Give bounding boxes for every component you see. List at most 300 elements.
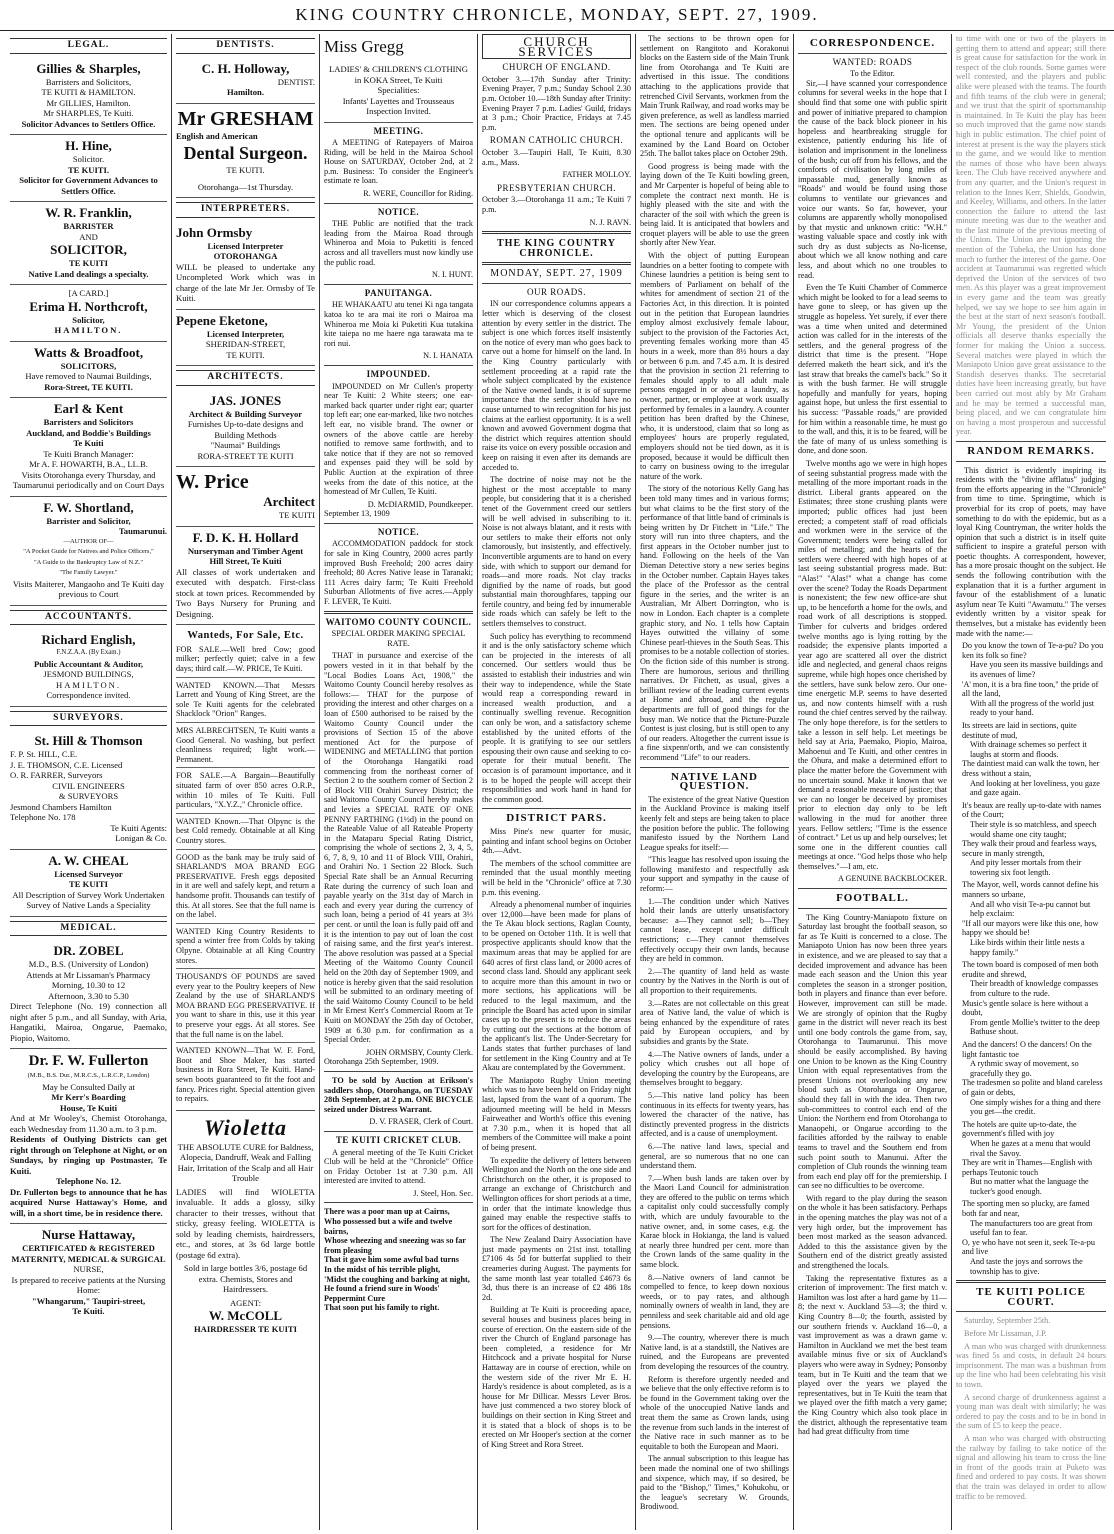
column-1 (6, 34, 172, 1530)
card-line: Attends at Mr Lissaman's Pharmacy (26, 969, 151, 980)
heading-correspondence: CORRESPONDENCE. (809, 37, 936, 49)
card-sthill (10, 730, 167, 850)
poem-line: Its streets are laid in sections, quite destitute of mud, (962, 720, 1077, 740)
card-line: Barrister and Solicitor, (46, 515, 131, 526)
card-line: Barristers and Solicitors (43, 417, 134, 428)
section-accountants: ACCOUNTANTS. (10, 610, 167, 626)
card-line: "Whangarum," Taupiri-street, (31, 1295, 146, 1306)
paragraph: The Maniapoto Rugby Union meeting which was to have been held on Friday night last, lapsed from the want of a quorum. The adjourned meeting will be held in Messrs Fairweather and Worth's office this evening at 7.30 p.m., when it is hoped that all members of the Committee will make a point of being present. (482, 1075, 631, 1152)
card-name: Watts & Broadfoot, (33, 344, 144, 360)
page-columns (6, 34, 1110, 1530)
paragraph: 6.—The native land laws, special and general, are so numerous that no one can understand them. (640, 1141, 789, 1171)
card-line: TE KUITI (278, 510, 315, 521)
card-line: Sold in large bottles 3/6, postage 6d extra. Chemists, Stores and Hairdressers. (183, 1263, 308, 1295)
card-name: C. H. Holloway, (201, 60, 290, 76)
paragraph: 9.—The country, wherever there is much Native land, is at a standstill, the Natives are ruined, and the Europeans are prevented from developing the resources of the country. (640, 1333, 789, 1371)
notice-text: IMPOUNDED on Mr Cullen's property near Te Kuiti: 2 White steers; one ear-marked back quarter under right ear; quarter top left ear; one ear-marked, like two notches left ear, no visible brand. The owner or owners of the above cattle are hereby notified to remove same forthwith, and to take notice that if they are not so removed and expenses paid they will be sold by Public Auction at the expiration of three weeks from the date of this notice, at the homestead of Mr Cullen, Te Kuiti. (324, 381, 473, 497)
notice-text: HE WHAKAATU atu tenei Ki nga tangata katoa ko te ara mai ite rori o Mairoa ma Whineroa me Moia ki Puketiti Kua tutakina kite taiepa no me haere nga tarawata ma te rori nui. (324, 300, 473, 348)
classified-ad: MRS ALBRECHTSEN, Te Kuiti wants a Good General. No washing, but perfect cleanliness required; light work.—Permanent. (176, 726, 315, 768)
card-name: Mr GRESHAM (177, 107, 314, 130)
card-line: Afternoon, 3.30 to 5.30 (48, 990, 129, 1001)
church-text: October 3.—Taupiri Hall, Te Kuiti, 8.30 a.m., Mass. (482, 147, 631, 167)
card-name: W. Price (176, 471, 249, 494)
paragraph: 7.—When bush lands are taken over by the Maori Land Council for administration they are offered to the public on terms which a capitalist only could successfully comply with, which are unduly favourable to the native owner, and, in some cases, e.g. the Karae block in Hokianga, the land is valued at nearly three hundred per cent. more than the Crown lands of the same quality in the same block. (640, 1173, 789, 1270)
editorial-date: MONDAY, SEPT. 27, 1909 (490, 268, 623, 280)
card-english (10, 629, 167, 707)
card-line: Mr GILLIES, Hamilton. (46, 97, 131, 108)
native-land-article (640, 795, 789, 1512)
card-line: Te Kuiti Branch Manager: (43, 448, 134, 459)
card-wioletta (176, 1110, 315, 1340)
heading-random-remarks: RANDOM REMARKS. (967, 444, 1095, 457)
advert-verse (324, 1207, 473, 1313)
card-line: Architect & Building Surveyor (188, 408, 303, 419)
card-line: Specialities: (377, 85, 420, 95)
heading-presbyterian: PRESBYTERIAN CHURCH. (496, 182, 616, 193)
paragraph: Building at Te Kuiti is proceeding apace, several houses and business places being in course of erection. On the eastern side of the river the Church of England parsonage has been completed, a residence for Mr Hitchcock and a private hospital for Nurse Hattaway are in course of erection, while on the western side of the river Mr E. H. Hardy's residence is about completed, as is a house for Mr Dillicar. Messrs Lever Bros. have just commenced a two storey block of buildings on their section in King Street and it is stated that a block of shops is to be erected on Mr Hooper's section at the corner of King Street and Rora Street. (482, 1305, 631, 1449)
card-line: TE KUITI (69, 258, 108, 269)
poem-line: And pity lesser mortals from their towering six foot length. (970, 858, 1082, 877)
paragraph: Twelve months ago we were in high hopes of seeing substantial progress made with the metalling of the more important roads in the district. Liberal grants appeared on the Estimates; three stone crushing plants were imported; public offices had just been erected; a competent staff of road officials and workmen were in the service of the Government; tenders were being called for miles of metalling; and the hearts of the settlers were cheered with high hopes of at last seeing substantial progress made. But: "Alas!" "Alas!" what a change has come over the scene? Today the Roads Department is nonexistent; the few new office-are shut up, to be henceforth a home for the owls, and road work of all descriptions is stopped. Timber for culverts and bridges ordered twelve months ago is lying rotting by the roadside; the expensive plants imported a year ago are scattered all over the district idle and neglected, and general chaos reigns supreme, while high hopes once cherished by the settlers, have sunk below zero. Our one-time energetic M.P. seems to have deserted us, and now contents himself with a rush round the chief centres served by the railway. The only hope therefore, is for the settlers to take a lesson in self help. Let meetings be held say at Aria, Paemako, Piopio, Mairoa, Mahoenui and Te Kuiti, and other centres in the Ohura, and make a determined effort to place the matter before the Government with no uncertain sound. Make it known that we demand a reasonable measure of justice; that we can no longer be deceived by promises prior to election day only to be left wallowing in the mud for another three years. Fellow settlers; "Time is the essence of contract." Let us up and help ourselves; let some one in the different counties call meetings at once. "God helps those who help themselves."—I am, etc. (798, 458, 947, 871)
paragraph: "This league has resolved upon issuing the following manifesto and respectfully ask your support and sympathy in the cause of reform:— (640, 855, 789, 894)
classified-ad: WANTED King Country Residents to spend a winter free from Colds by taking Olpyne. Obtainable at all King Country stores. (176, 927, 315, 969)
poem-line: And looking at her loveliness, you gaze and gaze again. (970, 778, 1100, 798)
card-line: English and American (176, 130, 258, 141)
card-hollard (176, 527, 315, 626)
poem-line: And taste the joys and sorrows the township has to give. (970, 1257, 1083, 1276)
section-wanteds: Wanteds, For Sale, Etc. (187, 630, 304, 642)
heading-waitomo: WAITOMO COUNTY COUNCIL. (325, 616, 472, 627)
heading-wanted-roads: WANTED: ROADS (832, 56, 913, 67)
paragraph: 8.—Native owners of land cannot be compelled to fence, to keep down noxious weeds, or to pay rates, and although nominally owners of wealth in land, they are penniless and seek charitable aid and old age pensions. (640, 1272, 789, 1330)
card-cheal (10, 850, 167, 917)
card-name: W. R. Franklin, (45, 205, 132, 221)
notice-signature: D. V. FRASER, Clerk of Court. (369, 1117, 473, 1127)
paragraph: The existence of the great Native Question in the Auckland Province is making itself keenly felt and steps are being taken to place the position before the public. The following manifesto issued by the Northern Land League speaks for itself:— (640, 794, 789, 852)
column-7 (952, 34, 1110, 1530)
poem-line: It's beaux are really up-to-date with names of the Court; (962, 800, 1102, 820)
card-eketone (176, 310, 315, 367)
district-pars-continued (640, 34, 789, 763)
card-name: Dr. F. W. Fullerton (28, 1053, 149, 1070)
card-line: Licensed Surveyor (54, 868, 123, 879)
poem-line: "If all our mayors were like this one, how happy we should be! (962, 918, 1099, 938)
poem-line: One simply wishes for a thing and there you get—the credit. (970, 1097, 1101, 1117)
verse-line: That it gave him some awful bad turns (324, 1255, 459, 1265)
notice-text: A MEETING of Ratepayers of Mairoa Riding, will be held in the Mairoa School House on SATURDAY, October 2nd, at 2 p.m. Business: To consider the Engineer's estimate re loan. (324, 138, 473, 186)
section-surveyors: SURVEYORS. (10, 711, 167, 727)
letter-salutation: To the Editor. (850, 69, 895, 79)
card-name: John Ormsby (176, 224, 253, 240)
notice-signature: N. I. HANATA (423, 351, 473, 361)
card-gillies (10, 58, 167, 136)
card-line: Visits Maiterer, Mangaoho and Te Kuiti day previous to Court (12, 578, 165, 600)
card-line: Jesmond Chambers Hamilton (10, 801, 112, 812)
card-line: And at Mr Wooley's, Chemist Otorohanga, each Wednesday from 11.30 a.m. to 3 p.m. (10, 1113, 167, 1134)
poem-line: They walk their proud and fearless ways, secure in manly strength, (962, 839, 1097, 858)
paragraph: Miss Pine's new quarter for music, painting and infant school begins on October 4th.—Advt. (482, 826, 631, 856)
card-line: Infants' Layettes and Trousseaus Inspection Invited. (342, 95, 455, 116)
paragraph: The annual subscription to this league has been made the nominal one of two shillings and sixpence, which may, if so desired, be paid to the "Bishop," Times," Kohukohu, or the league's secretary W. Grounds, Brodiwood. (640, 1454, 789, 1512)
card-line: Architect (263, 494, 315, 510)
card-line: Solicitor for Government Advances to Settlers Office. (19, 175, 158, 196)
paper-title: THE KING COUNTRY CHRONICLE. (497, 238, 616, 259)
notice-text: ACCOMMODATION paddock for stock for sale in King Country, 2000 acres partly improved Bush Freehold; 200 acres dairy freehold; 80 Acres Native lease in Taranaki; 111 Acres dairy farm; Te Kuiti Freehold Suburban Allotments of five acres.—Apply F. LEVER, Te Kuiti. (324, 539, 473, 607)
section-legal: LEGAL. (10, 38, 167, 54)
paragraph: A man who was charged with drunkenness was fined 5s and costs, in default 24 hours imprisonment. The man was a bushman from up the line who had been celebrating his visit to town. (956, 1341, 1106, 1389)
heading-notice: NOTICE. (377, 206, 420, 217)
card-line: "A Pocket Guide for Natives and Police Officers," (23, 548, 154, 556)
card-line: Native Land dealings a specialty. (28, 268, 149, 279)
column-5 (636, 34, 794, 1530)
paragraph: This district is evidently inspiring its residents with the "divine afflatus" judging from the efforts appearing in the "Chronicle" from time to time. Springtime, which is proverbial for its crop of poets, may have something to do with the epidemic, but as a loyal King Countryman, the writer holds the opinion that such a district is in itself quite sufficient to inspire a grateful person with poetic thoughts. A correspondent, however, has a more prosaic thought on the subject. He sends the following contribution with the explanation that it is a further argument in favour of the establishment of a lunatic asylum near Te Kuiti "Awamutu." The verses evidently written by a visitor speak for themselves, but a mistake has evidently been made with the name:— (956, 465, 1106, 638)
card-line: & SURVEYORS (58, 791, 119, 802)
poem-line: The tradesmen so polite and bland careless of gain or debts, (962, 1078, 1103, 1097)
masthead-title: KING COUNTRY CHRONICLE, MONDAY, SEPT. 27, 1909. (295, 5, 819, 24)
notice-signature: JOHN ORMSBY, County Clerk. (366, 1047, 473, 1057)
church-signature: FATHER MOLLOY. (562, 170, 631, 180)
heading-church-services: CHURCH SERVICES (482, 34, 631, 59)
card-line: Have removed to Naumai Buildings, (25, 371, 152, 382)
paragraph: With the object of putting European laundries on a better footing to compete with Chinese laundries a petition is being sent to members of Parliament on behalf of the whites for amendment of section 21 of the Factories Act, in this direction. It is pointed out in the petition that European laundries employ almost exclusively female labour, subject to the provision of the Factories Act, preventing females working more than 45 hours in a week, more than 8½ hours a day or between 6 p.m. and 7.45 a.m. It is desired that the provision in section 21 referring to females should apply to all adult male persons engaged in or about a laundry, as owner, partner, or employee at work usually performed by females in a laundry. A counter petition has been drafted by the Chinese, who, it is understood, claim that so long as employees' hours are properly regulated, employers should not be tied down, as it is proposed, because it would be difficult then to carry on business owing to the irregular nature of the work. (640, 251, 789, 481)
classified-ad: GOOD as the bank may be truly said of SHARLAND'S MOA BRAND EGG PRESERVATIVE. Fresh eggs deposited in it are well and safely kept, and return a handsome profit. Thousands can testify of this. At all stores. See that the full name is on the label. (176, 853, 315, 924)
football-article (798, 913, 947, 1437)
poem-line: They are writ in Thames—English with perhaps Teutonic touch (962, 1158, 1093, 1177)
poem (956, 641, 1106, 1276)
notice-date: Otorohanga 25th September, 1909. (324, 1057, 439, 1067)
notice-signature: D. McDIARMID, Poundkeeper. (367, 499, 473, 509)
card-line: LADIES will find WIOLETTA invaluable. It adds a glossy, silky character to their tresses, without that sticky, greasy feeling. WIOLETTA is sold by leading chemists, hairdressers, etc., and stores, at 3s 6d large bottle (postage 6d extra). (176, 1186, 315, 1260)
card-line: NURSE, (73, 1264, 104, 1275)
card-line: House, Te Kuiti (59, 1102, 118, 1113)
card-holloway (176, 58, 315, 104)
card-line: Residents of Outlying Districts can get right through on Telephone at Night, or on Sundays, by ringing up Postmaster, Te Kuiti. (10, 1134, 167, 1176)
card-franklin (10, 202, 167, 285)
card-line: "A Guide to the Bankruptcy Law of N.Z." (33, 558, 144, 566)
poem-line: A rythmic sway of movement, so gracefully they go. (970, 1059, 1079, 1078)
paragraph: Taking the representative fixtures as a criterion of improvement: The first match v. Hamilton was lost after a hard game by 11—8; the next v. Auckland 53—3; the third v. King Country 8—0; the fourth, assisted by our southern friends v. Auckland 16—0, a vast improvement as was a drawn game v. Hamilton in Auckland we met the best team available minus five or six of Auckland's players who were away in Sydney; Ponsonby team, but in Te Kuiti and the team that we played over the years we played the representatives, but in Te Kuiti the team that we played over the fifth match a very game; the King Country which also took place in the district, although the representative team had had great difficulty from time (798, 1273, 947, 1437)
card-line: Hill Street, Te Kuiti (209, 556, 282, 567)
heading-native-land-question: NATIVE LAND QUESTION. (671, 770, 758, 793)
card-line: Visits Otorohanga every Thursday, and Taumarunui periodically and on Court Days (12, 469, 165, 491)
heading-district-pars: DISTRICT PARS. (506, 812, 607, 825)
verse-line: Who possessed but a wife and twelve bairns, (324, 1217, 453, 1236)
classified-ad: WANTED Known.—That Olpync is the best Cold remedy. Obtainable at all King Country stores. (176, 817, 315, 850)
heading-meeting: MEETING. (373, 125, 424, 136)
card-line: Is prepared to receive patients at the Nursing Home: (11, 1274, 166, 1296)
church-text: October 3.—17th Sunday after Trinity: Evening Prayer, 7 p.m.; Sunday School 2.30 p.m. October 10.—18th Sunday after Trinity: Evening Prayer 7 p.m. Ladies' Guild, fridays at 3 p.m.; Choir Practice, Fridays at 7.45 p.m. (482, 74, 631, 132)
card-name: H. Hine, (65, 138, 112, 154)
card-line: Telephone No. 12. (55, 1176, 122, 1187)
card-line: RORA-STREET TE KUITI (197, 450, 294, 461)
poem-line: Their style is so matchless, and speech would shame one city taught; (970, 819, 1097, 839)
paragraph: 3.—Rates are not collectable on this great area of Native land, the value of which is being enhanced by the expenditure of rates paid by European occupiers, and by subsidies and grants by the State. (640, 998, 789, 1046)
card-name: Miss Gregg (324, 37, 404, 56)
classified-ad: FOR SALE.—Well bred Cow; good milker; perfectly quiet; calve in a few days; third calf.—W. PRICE, Te Kuiti. (176, 645, 315, 678)
card-line: All classes of work undertaken and executed with despatch. First-class stock at town prices. Recommended by Two Bays Nursery for Pruning and Designing. (176, 566, 315, 619)
poem-line: O, ye who have not seen it, seek Te-a-pu and live (962, 1237, 1095, 1257)
card-name: Pepene Eketone, (176, 312, 268, 328)
paragraph: 1.—The condition under which Natives hold their lands are utterly unsatisfactory because: a—They cannot sell; b—They cannot lease, except under difficult restrictions; c—They cannot themselves effectively occupy their own lands, because they are held in common. (640, 896, 789, 964)
section-medical: MEDICAL. (10, 921, 167, 937)
heading-roman-catholic: ROMAN CATHOLIC CHURCH. (489, 135, 624, 146)
verse-line: In the midst of his terrible plight, (324, 1265, 441, 1275)
card-name: Wioletta (204, 1114, 287, 1140)
paragraph: 4.—The Native owners of lands, under a policy which crushes out all hope of developing the country by the Europeans, are themselves brought to beggary. (640, 1049, 789, 1088)
paragraph: Sir,—I have scanned your correspondence columns for several weeks in the hope that I should find that some one with public spirit and power of initiative prepared to champion the cause of the back block pioneer in his hopeless and heartbreaking struggle for existence, patiently enduring his life of isolation and imprisonment in the loneliness of the bush; cut off from his fellows, and the comforts of civilisation by long miles of impassable mud, generally known as "Roads" and would be found using those columns to ventilate our grievances and voice our wants. So far, however, your columns are apparently wholly monopolised by that mystic and unknown critic: "W.H." wasting valuable space and costly ink with such dry as dust subjects as No-license, about which we all know nothing and care less, and about which no one troubles to read. (798, 78, 947, 280)
card-fullerton (10, 1049, 167, 1224)
heading-church-england: CHURCH OF ENGLAND. (502, 62, 611, 73)
card-name: St. Hill & Thomson (34, 733, 143, 749)
poem-line: Do you know the town of Te-a-pu? Do you ken its folk so fine? (962, 641, 1104, 660)
notice-text: A general meeting of the Te Kuiti Cricket Club will be held at the "Chronicle" Office on Friday October 1st at 7.30 p.m. All interested are invited to attend. (324, 1147, 473, 1186)
card-name: Gillies & Sharples, (36, 60, 141, 76)
poem-line: With all the progress of the world just ready to your hand. (970, 698, 1095, 718)
card-line: Public Accountant & Auditor, (33, 658, 144, 669)
column-2 (172, 34, 320, 1530)
card-line: Te Kuiti (73, 438, 104, 449)
classified-ad: FOR SALE.—A Bargain—Beautifully situated farm of over 850 acres O.R.P., within 10 miles of Te Kuiti. Full particulars, "X.Y.Z.," Chronicle office. (176, 771, 315, 813)
poem-line: Have you seen its massive buildings and its avenues of lime? (970, 660, 1103, 679)
poem-line: From gentle Mollie's twitter to the deep Bathuse shout. (970, 1017, 1100, 1037)
column-3 (320, 34, 478, 1530)
poem-line: And all who visit Te-a-pu cannot but help exclaim: (970, 899, 1091, 919)
card-line: Correspondence invited. (46, 690, 131, 701)
card-line: TE KUITI. (226, 349, 265, 360)
card-line: W. McCOLL (208, 1308, 283, 1324)
heading-panuitanga: PANUITANGA. (364, 287, 433, 298)
card-watts (10, 342, 167, 399)
poem-line: Like birds within their little nests a happy family." (970, 938, 1085, 957)
card-line: Nurseryman and Timber Agent (187, 545, 304, 556)
card-line: —AUTHOR OF— (63, 537, 114, 545)
card-line: Dental Surgeon. (183, 143, 308, 164)
card-line: Taumarunui. (118, 526, 167, 537)
paragraph: IN our correspondence columns appears a letter which is deserving of the closest attention by every settler in the district. The subject is one which forces itself insistently on the notice of every man who goes back to carve out a home for himself on the land. In the King Country particularly with settlement proceeding at a rapid rate the whole subject complicated by the existence of the Native owned lands, it is of supreme importance that the settler should have no cause unturned to win recognition for his just claims at the earliest opportunity. It is a well known and avowed Government dogma that the district which requires attention should raise its voice on every possible occasion and keep on raising it even after its demands are acceded to. (482, 299, 631, 472)
card-line: OTOROHANGA (213, 251, 278, 262)
card-line: Morning, 10.30 to 12 (51, 980, 126, 991)
card-line: F.N.Z.A.A. (By Exam.) (56, 649, 121, 657)
notice-text: THAT in pursuance and exercise of the powers vested in it in that behalf by the "Local Bodies Loans Act, 1908," the Waitomo County Council hereby resolves as follows:— THAT for the purpose of providing the interest and other charges on a loan of £500 authorised to be raised by the Waitomo County Council under the provisions of Section 15 of the above mentioned Act for the purpose of WIDENING and METALLING that portion of the Otorohanga Hangatiki road commencing from the northeast corner of Section 2 to the southern corner of Section 2 of Block VIII Orahiri Survey District; the said Waitomo County Council hereby makes and levies a SPECIAL RATE OF ONE PENNY FARTHING (1½d) in the pound on the Rateable Value of all Rateable Property in the Mataparu Special Rating District, comprising the whole of sections 2, 3, 4, 5, 6, 7, 8, 9, 10 and 11 of Block VIII, Orahiri, and Orahiri No. 1 Section 22 Block. Such Special Rate shall be an Annual Recurring Rate during the currency of such loan and payable yearly on the 31st day of March in each and every year during the currency of such loan, being a period of 41 years at 3⅓ per cent. or until the loan is fully paid off and it is the intention to pay out of loan the cost of raising same, and the first year's interest. The above resolution was passed at a Special Meeting of the Waitomo County Council held on the 20th day of September 1909, and notice is hereby given that the said resolution will be submitted to an ordinary meeting of the said Waitomo County Council to be held in Mr Ernest Kerr's Commercial Room at Te Kuiti on MONDAY the 25th day of October, 1909 at 6.30 p.m. for confirmation as a Special Order. (324, 651, 473, 1045)
column-4 (478, 34, 636, 1530)
notice-text: THE Public are notified that the track leading from the Mairoa Road through Whineroa and Moia to Puketiti is fenced across and all travellers must now kindly use the public road. (324, 219, 473, 267)
heading-our-roads: OUR ROADS. (526, 286, 586, 297)
letter-signature: A GENUINE BACKBLOCKER. (838, 874, 947, 884)
poem-line: But no matter what the language the tucker's good enough. (970, 1177, 1089, 1196)
card-jones (176, 390, 315, 468)
card-line: "The Family Lawyer." (59, 569, 118, 577)
card-line: in KOKA Street, Te Kuiti (354, 74, 443, 85)
poem-line: The town board is composed of men both erudite and shrewd, (962, 960, 1099, 979)
card-line: WILL be pleased to undertake any Uncompleted Work which was in charge of the late Mr Jer. Ormsby of Te Kuiti. (176, 261, 315, 304)
section-dentists: DENTISTS. (176, 38, 315, 54)
card-line: Te Kuiti Agents: (110, 822, 167, 833)
subheading-waitomo: SPECIAL ORDER MAKING SPECIAL RATE. (331, 629, 466, 648)
card-line: SOLICITOR, (50, 242, 127, 258)
card-line: Dr. Fullerton begs to announce that he has acquired Nurse Hattaway's Home, and will, in a short time, be in residence there. (10, 1186, 167, 1218)
column-6 (794, 34, 952, 1530)
card-line: Rora-Street, TE KUITI. (44, 381, 133, 392)
paragraph: Good progress is being made with the laying down of the Te Kuiti bowling green, and Mr Carpenter is hopeful of being able to complete the contract next month. He is highly pleased with the site and with the character of the soil with which the green is being laid. It is anticipated that bowlers and croquet players will be able to use the green shortly after New Year. (640, 161, 789, 248)
poem-line: When he gazes at a menu that would rival the Savoy. (970, 1138, 1091, 1158)
notice-date: September 13, 1909 (324, 509, 390, 519)
notice-signature: R. WERE, Councillor for Riding. (363, 189, 473, 199)
poem-line: Their breadth of knowledge compasses from culture to the rude. (970, 979, 1099, 998)
card-name: JAS. JONES (209, 392, 282, 408)
notice-signature: J. Steel, Hon. Sec. (413, 1188, 473, 1198)
card-line: Mr SHARPLES, Te Kuiti. (43, 108, 134, 119)
card-line: O. R. FARRER, Surveyors (10, 770, 103, 781)
card-line: TE KUITI. (67, 164, 110, 175)
section-architects: ARCHITECTS. (176, 370, 315, 386)
poem-line: The sporting men so plucky, are famed both far and near, (962, 1199, 1090, 1219)
paragraph: Such policy has everything to recommend it and is the only satisfactory scheme which can be projected in the interests of all concerned. Our settlers would thus be assisted to establish their industries and win their way to independence, while the State would reap a corresponding reward in increased wealth production, and a continually swelling revenue. Recognition can only be won, and a satisfactory scheme established by the united efforts of the people. It is gratifying to see our settlers espousing their own cause and seeking to co-operate for their mutual benefit. The occasion is of paramount importance, and it is to be hoped the people will accept their responsibilities and work hand in hand for the common good. (482, 631, 631, 804)
card-name: F. W. Shortland, (43, 499, 134, 515)
paragraph: The members of the school committee are reminded that the usual monthly meeting will be held in the "Chronicle" office at 7.30 p.m. this evening. (482, 858, 631, 897)
paragraph: Reform is therefore urgently needed and we believe that the only effective reform is to be found in the Government taking over the whole of the unoccupied Native lands and treat them the same as Crown lands, using the revenue from such lands in the interest of the Native race in such manner as to be equitable to both the European and Maori. (640, 1374, 789, 1451)
paragraph: Already a phenomenal number of inquiries over 12,000—have been made for plans of the Te Akau block sections, Raglan County, to be opened on October 11th. It is well that prospective applicants should know that the maximum areas that may be applied for are 640 acres of first class land, or 2000 acres of second class land. Should any applicant seek to acquire more than this amount in two or more sections, his applications will be reduced to the legal maximum, and the principle the Board has acted upon in similar cases up to the present is to reduce the areas by cutting out the sections at the bottom of the applicant's list. The Under-Secretary for Lands states that further purchases of land for settlement in the King Country and at Te Akau are contemplated by the Government. (482, 900, 631, 1073)
card-line: Mr A. F. HOWARTH, B.A., LL.B. (29, 459, 148, 470)
verse-line: He found a friend sure in Woods' Peppermint Cure (324, 1284, 440, 1303)
card-name: Erima H. Northcroft, (29, 298, 148, 314)
card-line: LADIES' & CHILDREN'S CLOTHING (329, 64, 468, 74)
editorial-roads (482, 299, 631, 804)
card-line: Te Kuiti. (72, 1306, 105, 1317)
paragraph: The story of the notorious Kelly Gang has been told many times and in various forms; but what claims to be the first story of the performance of that little band of criminals is being written by Dr Fitchett in "Life." The story will run into three chapters, and the first appears in the October number just to hand. Following on the heels of the Van Dieman Detective story a new series begins in the October number. Captain Hayes takes the place of the Professor as the central figure in the series, and the writer is an Australian, Mr Albert Dorrington, who is now in London. Each chapter is a complete graphic story, and No. 1 tells how Captain Hayes outwitted the villainy of some Chinese pearl-thieves in the South Seas. This promises to be a notable collection of stories. On the fiction side of this number is strong. There are humorous, serious and thrilling narratives. Dr Fitchett, as usual, gives a brilliant review of the leading current events at Home and abroad, and the regular departments are full of good things for the busy man. We notice that the Picture-Puzzle Contest is just closing, but is still open to any of our readers. Altogether the current issue is a fine sixpenn'orth, and we can consistently recommend "Life" to our readers. (640, 484, 789, 762)
card-hattaway (10, 1224, 167, 1322)
section-interpreters: INTERPRETERS. (176, 202, 315, 218)
card-line: AND (79, 231, 98, 242)
poem-line: With drainage schemes so perfect it laughs at storm and floods. (970, 740, 1087, 759)
card-line: Solicitor. (72, 154, 105, 165)
letter-body (798, 79, 947, 872)
card-line: F. P. St. HILL, C.E. (10, 749, 78, 760)
paragraph: The New Zealand Dairy Association have just made payments on 21st inst. totalling £7106 4s 5d for butterfat supplied to their creameries during August. The payments for the same month last year totalled £4673 6s 3d, thus there is an increase of £2 486 18s 2d. (482, 1235, 631, 1302)
card-line: M.D., B.S. (University of London) (28, 959, 149, 970)
poem-line: The Mayor, well, words cannot define his manners so urbane, (962, 880, 1099, 900)
card-line: JESMOND BUILDINGS, (43, 669, 134, 680)
card-line: Lonigan & Co. (115, 833, 167, 844)
poem-line: 'A' mon, it is a bra fine toon," the pride of all the land, (962, 679, 1099, 699)
card-line: (M.B., B.S. Dur., M.R.C.S., L.R.C.P., London) (27, 1072, 150, 1080)
card-ormsby (176, 222, 315, 310)
card-name: Earl & Kent (53, 401, 124, 417)
poem-line: Music's gentle solace is here without a doubt, (962, 998, 1089, 1018)
card-line: Direct Telephone (No. 19) connection all night after 5 p.m., and all Sunday, with Aria, Hangatiki, Mairoa, Ongarue, Paemako, Piopio, Waitomo. (10, 1001, 167, 1043)
card-price (176, 467, 315, 527)
card-line: Barristers and Solicitors, (45, 76, 132, 87)
card-line: SOLICITORS, (60, 360, 117, 371)
heading-impounded: IMPOUNDED. (366, 368, 431, 379)
poem-line: The manufacturers too are great from useful fan to fear. (970, 1218, 1093, 1238)
classified-ad: WANTED KNOWN—That W. F. Ford, Boot and Shoe Maker, has started business in Rora Street, Te Kuiti. Hand-sewn boots guaranteed to fit the foot and fancy. Prices right. Special attention given to repairs. (176, 1046, 315, 1104)
football-continued: to time with one or two of the players in getting them to attend and appear; still there is great cause for satisfaction for the work in respect of the club rounds. Some games were well contested, and the players and public alike were pleased with the teams. The fourth and fifth teams of the club were in general; and we trust that the spirit of sportsmanship is maintained. In Te Kuiti the play has been so much improved that the game now stands high in public estimation. The chief point of interest at present is the way the players stick to the game, and we would like to mention the names of those who have been always keen. The Club have received anywhere and from any quarter, and the Union's request in relation to the Innes Kerr, Shields, Goodwin, and Keeley, Williams, and others. In the latter connection the failure to attend the last minute meeting was due to the weather and to the last minute of the previous meeting of the Union. The Union are not ignoring the mention of the Tubeka, the Union has done much to further the interest of the game. One accident at Taumarunui was regretted which deprived the Union of the services of two men. As this player was a great improvement in every game and the team was greatly helped, we say we hope to see him again in the best at the start of next season's football. Mr Young, the president of the Union officials all deserve thanks especially the former for making the Union a success. Several matches were played in which the Maniapoto Union gave great assistance to the Standish deserves thanks. The secretarial duties have been increasing greatly, but have been carried out most ably by Mr Graham and he may be termed a successful man, being placed, and we can congratulate him on having a most prosperous and successful year. (956, 34, 1106, 437)
card-line: [A CARD.] (68, 288, 109, 299)
card-line: Auckland, and Boddie's Buildings (26, 427, 151, 438)
poem-line: The hotels are quite up-to-date, the government's filled with joy (962, 1119, 1077, 1139)
card-zobel (10, 940, 167, 1049)
card-gresham (176, 104, 315, 199)
paragraph: A man who was charged with obstructing the railway by failing to take notice of the signal and allowing his team to cross the line in front of the goods train at Puketo was fined and ordered to pay costs. It was shown that the train was delayed in order to allow traffic to be removed. (956, 1433, 1106, 1501)
card-name: DR. ZOBEL (53, 943, 124, 959)
card-line: THE ABSOLUTE CURE for Baldness, Alopecia, Dandruff, Weak and Falling Hair, Irritation of the Scalp and all Hair Trouble (177, 1141, 314, 1184)
paragraph: With regard to the play during the season on the whole it has been satisfactory. Perhaps in the opening matches the play was not of a very high order, but the improvement has been most marked as the season advanced. Added to this the assistance given by the Southern end of the district greatly assisted and strengthened the locals. (798, 1193, 947, 1271)
card-line: DENTIST. (277, 76, 315, 87)
card-name: Richard English, (41, 632, 136, 648)
card-line: Solicitor, (72, 314, 105, 325)
card-line: SHERIDAN-STREET, (205, 339, 286, 350)
auction-text: TO be sold by Auction at Erikson's saddlers shop, Otorohanga, on TUESDAY 28th September, at 2 p.m. ONE BICYCLE seized under Distress Warrant. (324, 1075, 473, 1114)
church-signature: N. J. RAVN. (589, 217, 631, 227)
heading-notice-2: NOTICE. (377, 526, 420, 537)
card-name: A. W. CHEAL (48, 852, 129, 868)
card-line: May be Consulted Daily at (42, 1081, 135, 1092)
classified-ads (176, 645, 315, 1107)
paragraph: Even the Te Kuiti Chamber of Commerce which might be looked to for a lead seems to have gone to sleep, or has given up the struggle as hopeless. Yet surely, if ever there was a time when united and determined action was called for in the interests of the settlers, and the general progress of the district that time is the present. "Hope deferred maketh the heart sick, and it's the last straw that breaks the camel's back." So it is with the bush farmer. He will struggle hopefully and manfully for years, hoping against hope, but unless the first essential to his success: "Passable roads," are provided for him within a reasonable time, he must go to the wall, and this, it is to be feared, will be the fate of many of us unless something is done, and done soon. (798, 283, 947, 456)
card-line: "Naumai" Buildings (210, 440, 281, 451)
card-line: Licensed Interpreter (207, 240, 284, 251)
card-line: HAMILTON. (55, 679, 122, 690)
card-name: F. D. K. H. Hollard (192, 529, 299, 545)
card-line: HAIRDRESSER TE KUITI (194, 1324, 297, 1335)
card-line: Survey of Native Lands a Speciality (26, 900, 151, 911)
card-line: AGENT: (229, 1297, 262, 1308)
card-line: MATERNITY, MEDICAL & SURGICAL (11, 1253, 166, 1264)
paragraph: The doctrine of noise may not be the highest or the most acceptable to many people, but considering that it is a cherished tenet of the Government creed our settlers will be well advised in subscribing to it. Noise is not always blatant, and it rests with our settlers to make their efforts not only clamorously, but insistently, and effectively. Inconvertible arguments are to hand on every side, with which to support our demand for roads—and more roads. Not clay tracks dignified by the name of roads, but good substantial main thoroughfares, tapping our fertile country, and being fed by innumerable side roads which can safely be left to the settlers themselves to construct. (482, 475, 631, 629)
district-pars (482, 827, 631, 1449)
paragraph: Saturday, September 25th. (964, 1316, 1051, 1326)
card-line: J. E. THOMSON, C.E. Licensed (10, 759, 123, 770)
card-hine (10, 135, 167, 202)
card-line: Licensed Interpreter, (206, 328, 285, 339)
classified-ad: WANTED KNOWN.—That Messrs Larrett and Young of King Street, are the sole Te Kuiti agents for the celebrated Shacklock "Orion" Ranges. (176, 681, 315, 723)
paragraph: The sections to be thrown open for settlement on Rangitoto and Korakonui blocks on the Eastern side of the Main Trunk line from Otorohanga and Te Kuiti are advertised in this issue. The conditions attaching to the applications provide that retrenched Civil Servants, workmen from the Main Trunk Railway, and road works may be given preference, as well as landless married men. The sections are being opened under the optional tenure and applicants will be examined by the Land Board on October 25th. The ballot takes place on October 29th. (640, 34, 789, 159)
card-line: CERTIFICATED & REGISTERED (22, 1243, 155, 1254)
church-text: October 3.—Otorohanga 11 a.m.; Te Kuiti 7 p.m. (482, 195, 631, 214)
heading-cricket: TE KUITI CRICKET CLUB. (335, 1134, 462, 1145)
random-remarks (956, 466, 1106, 639)
card-name: Nurse Hattaway, (41, 1227, 136, 1243)
card-line: HAMILTON. (54, 325, 123, 336)
verse-line: There was a poor man up at Cairns, (324, 1207, 450, 1217)
card-line: All Description of Survey Work Undertaken (12, 889, 165, 900)
classified-ad: THOUSAND'S OF POUNDS are saved every year to the Poultry keepers of New Zealand by the use of SHARLAND'S MOA BRAND EGG PRESERVATIVE. If you want to share in this, use it this year to preserve your eggs. At all stores. See that the full name is on the label. (176, 972, 315, 1043)
paragraph: A second charge of drunkenness against a young man was dealt with similarly; he was ordered to pay the costs and to be in bond in the sum of £5 to keep the peace. (956, 1392, 1106, 1431)
verse-line: 'Midst the coughing and barking at night, (324, 1274, 470, 1284)
paragraph: Before Mr Lissaman, J.P. (964, 1329, 1047, 1338)
card-line: Solicitor Advances to Settlers Office. (21, 118, 156, 129)
paragraph: The King Country-Maniapoto fixture on Saturday last brought the football season, so far as Te Kuiti is concerned to a close. The Maniapoto Union has now been three years in existence, and we are pleased to say that a decided improvement and advance has been made each season and the Union this year completes the season in a stronger position, both in players and finance than ever before. However, improvement can still be made. We are strongly of opinion that the Rugby game in the district will never reach its best until one body controls the game from, say, Otorohanga to Taumarunui. This move should be easily accomplished. By having one Union to be known as the King Country Union with equal representatives from the present Unions not overlooking any new blood such as Otorohanga or Ongarue, should they fall in with the idea. Then two sub-committees to control each end of the Union: the Northern end from Otorohanga to Manaopehi, or Ongarue according to the facilities afforded by the railway to enable teams to travel and the Southern end from such point south to Manunui. After the completion of Club rounds the winning team from each end play off for the premiership. I can see no difficulties to be overcome. (798, 912, 947, 1191)
card-line: CIVIL ENGINEERS (52, 780, 125, 791)
card-line: Hamilton. (226, 87, 264, 98)
card-line: Telephone No. 178 (10, 812, 76, 823)
paragraph: 2.—The quantity of land held as waste country by the Natives in the North is out of all proportion to their requirements. (640, 966, 789, 995)
card-line: Mr Kerr's Boarding (51, 1092, 126, 1103)
masthead (0, 0, 1114, 31)
card-line: TE KUITI. (226, 165, 265, 176)
card-line: BARRISTER (63, 221, 114, 232)
heading-football: FOOTBALL. (836, 892, 909, 905)
notice-signature: N. I. HUNT. (431, 270, 473, 280)
paragraph: 5.—This native land policy has been continuous in its effects for twenty years, has lowered the character of the native, has distinctly prevented progress in the districts affected, and is a cause of unemployment. (640, 1090, 789, 1139)
paragraph: To expedite the delivery of letters between Wellington and the North on the one side and Christchurch on the other, it is proposed to arrange an exchange of Christchurch and Wellington offices for short periods at a time, in order that the intimate knowledge thus gained may enable the respective staffs to sort for the offices of destination. (482, 1155, 631, 1232)
card-line: Otorohanga—1st Thursday. (197, 181, 294, 192)
card-line: TE KUITI & HAMILTON. (41, 87, 136, 98)
police-court-report (956, 1316, 1106, 1501)
card-line: TE KUITI (69, 879, 108, 890)
card-gregg (324, 34, 473, 123)
poem-line: And the dancers! O the dancers! On the light fantastic toe (962, 1039, 1092, 1059)
